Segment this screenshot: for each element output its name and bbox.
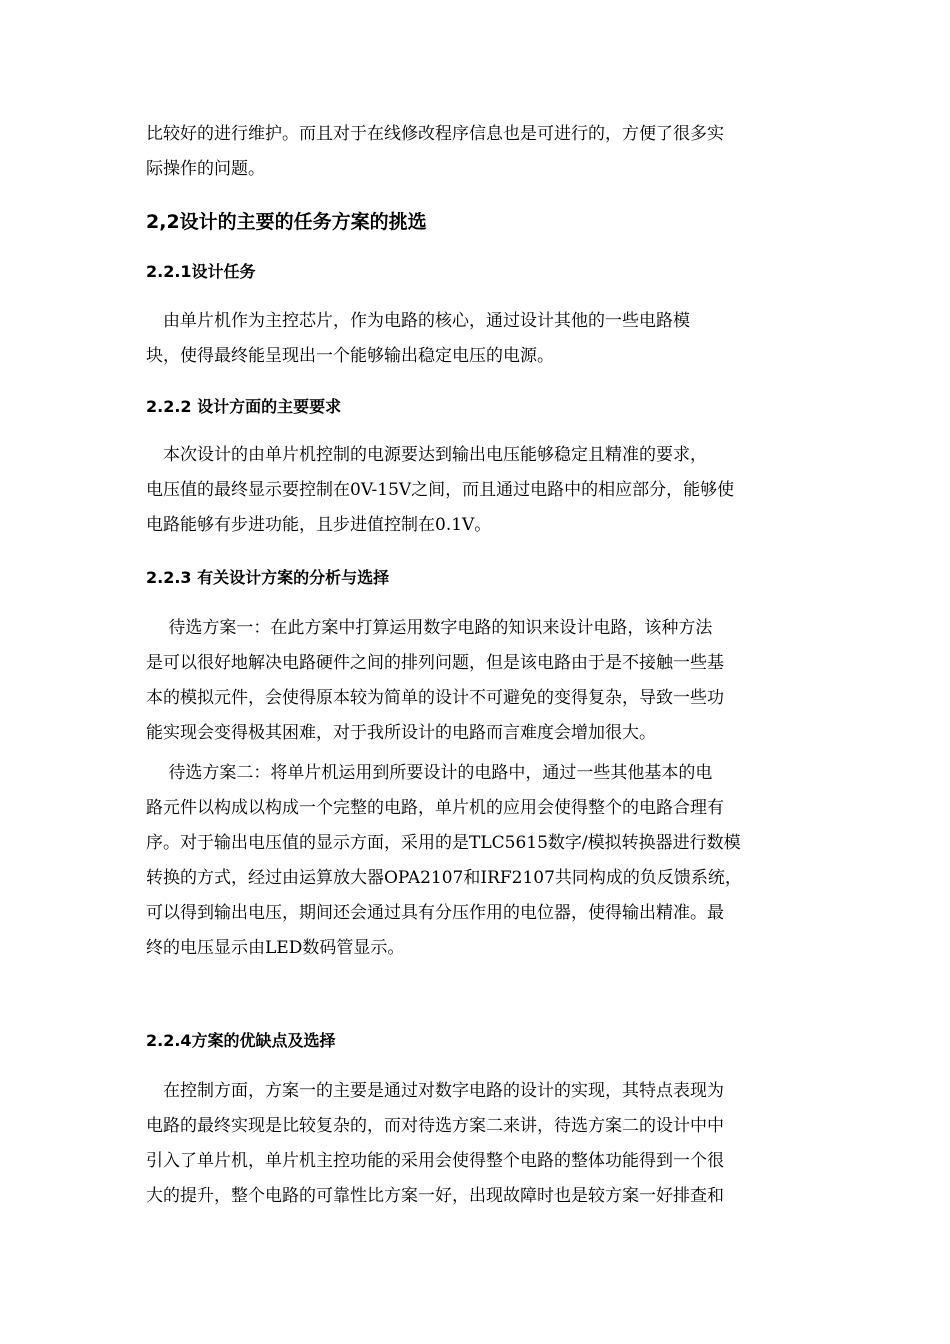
text-line: 本次设计的由单片机控制的电源要达到输出电压能够稳定且精准的要求， — [146, 445, 707, 465]
text-line: 比较好的进行维护。而且对于在线修改程序信息也是可进行的，方便了很多实 — [146, 124, 724, 144]
text-line: 终的电压显示由LED数码管显示。 — [146, 938, 405, 958]
section-heading-2-2: 2,2设计的主要的任务方案的挑选 — [146, 211, 427, 233]
subsection-heading-2-2-3: 2.2.3 有关设计方案的分析与选择 — [146, 568, 390, 587]
text-line: 际操作的问题。 — [146, 159, 265, 179]
text-line: 能实现会变得极其困难，对于我所设计的电路而言难度会增加很大。 — [146, 723, 656, 743]
text-line: 序。对于输出电压值的显示方面，采用的是TLC5615数字/模拟转换器进行数模 — [146, 833, 741, 853]
text-line: 可以得到输出电压，期间还会通过具有分压作用的电位器，使得输出精准。最 — [146, 903, 724, 923]
text-line: 块，使得最终能呈现出一个能够输出稳定电压的电源。 — [146, 346, 554, 366]
text-line: 引入了单片机，单片机主控功能的采用会使得整个电路的整体功能得到一个很 — [146, 1151, 724, 1171]
text-line: 电路的最终实现是比较复杂的，而对待选方案二来讲，待选方案二的设计中中 — [146, 1116, 724, 1136]
text-line: 待选方案一：在此方案中打算运用数字电路的知识来设计电路，该种方法 — [146, 618, 713, 638]
paragraph-intro — [146, 117, 806, 187]
text-line: 由单片机作为主控芯片，作为电路的核心，通过设计其他的一些电路模 — [146, 311, 690, 331]
subsection-heading-2-2-2: 2.2.2 设计方面的主要要求 — [146, 397, 342, 416]
paragraph-pros-cons — [146, 1074, 806, 1214]
paragraph-requirements — [146, 438, 806, 543]
subsection-heading-2-2-4: 2.2.4方案的优缺点及选择 — [146, 1031, 336, 1050]
text-line: 电路能够有步进功能，且步进值控制在0.1V。 — [146, 515, 492, 535]
text-line: 转换的方式，经过由运算放大器OPA2107和IRF2107共同构成的负反馈系统， — [146, 868, 742, 888]
text-line: 待选方案二：将单片机运用到所要设计的电路中，通过一些其他基本的电 — [146, 763, 713, 783]
text-line: 大的提升，整个电路的可靠性比方案一好，出现故障时也是较方案一好排查和 — [146, 1186, 724, 1206]
text-line: 电压值的最终显示要控制在0V-15V之间，而且通过电路中的相应部分，能够使 — [146, 480, 735, 500]
text-line: 路元件以构成以构成一个完整的电路，单片机的应用会使得整个的电路合理有 — [146, 798, 724, 818]
paragraph-option-one — [146, 611, 806, 751]
paragraph-option-two — [146, 756, 806, 966]
subsection-heading-2-2-1: 2.2.1设计任务 — [146, 262, 256, 281]
text-line: 本的模拟元件，会使得原本较为简单的设计不可避免的变得复杂，导致一些功 — [146, 688, 724, 708]
text-line: 在控制方面，方案一的主要是通过对数字电路的设计的实现，其特点表现为 — [146, 1081, 724, 1101]
paragraph-design-task — [146, 304, 806, 374]
text-line: 是可以很好地解决电路硬件之间的排列问题，但是该电路由于是不接触一些基 — [146, 653, 724, 673]
